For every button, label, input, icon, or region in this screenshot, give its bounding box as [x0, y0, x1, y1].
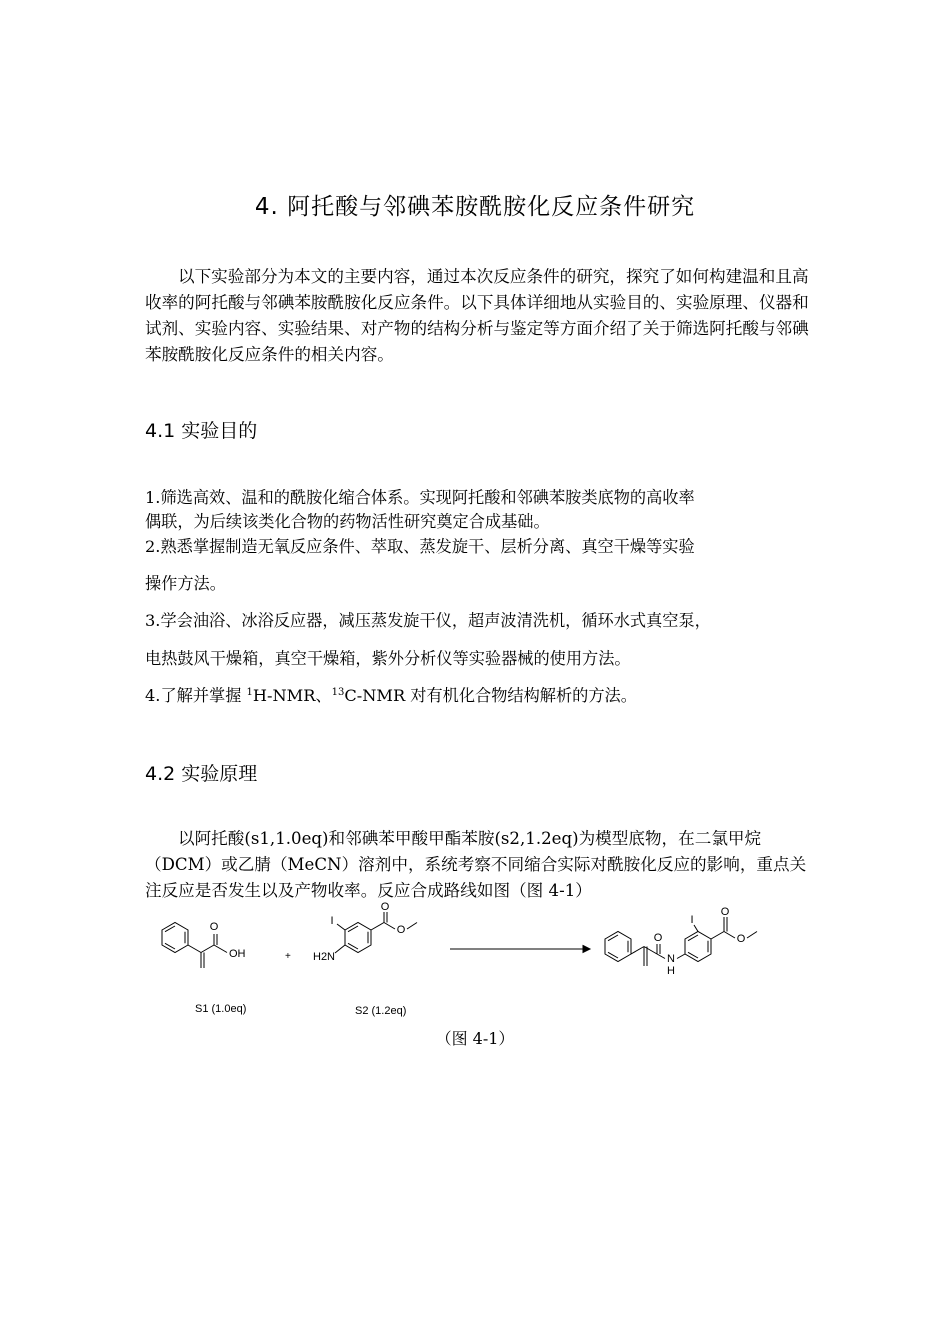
s2-carbonyl-o: O — [380, 901, 390, 913]
objective-item-2-line-2: 操作方法。 — [145, 574, 226, 593]
objective-item-4-hnmr: H-NMR、 — [252, 686, 332, 705]
s2-iodine: I — [330, 915, 334, 927]
objective-item-1-line-1: 1.筛选高效、温和的酰胺化缩合体系。实现阿托酸和邻碘苯胺类底物的高收率 — [145, 488, 695, 507]
product-amide-n: N — [667, 953, 675, 965]
objective-item-4-prefix: 4.了解并掌握 — [145, 686, 247, 705]
objective-item-4 — [145, 682, 825, 706]
product-carbonyl-o-2: O — [720, 906, 730, 918]
nmr-superscript-13: 13 — [331, 687, 345, 698]
figure-caption: （图 4-1） — [435, 1029, 515, 1048]
product-carbonyl-o: O — [653, 932, 663, 944]
product-structure — [605, 917, 757, 966]
section-heading-objectives: 4.1 实验目的 — [145, 420, 258, 442]
principle-paragraph: 以阿托酸(s1,1.0eq)和邻碘苯甲酸甲酯苯胺(s2,1.2eq)为模型底物，在二氯甲烷（DCM）或乙腈（MeCN）溶剂中，系统考察不同缩合实际对酰胺化反应的影响，重点关注反应是否发生以及产物收率。反应合成路线如图（图 4-1） — [145, 829, 807, 900]
product-amide-h: H — [667, 965, 675, 977]
s1-carbonyl-o: O — [209, 921, 219, 933]
objective-item-3-line-1: 3.学会油浴、冰浴反应器，减压蒸发旋干仪，超声波清洗机，循环水式真空泵， — [145, 611, 711, 630]
s2-ester-o: O — [396, 924, 406, 936]
objective-item-1-line-2: 偶联，为后续该类化合物的药物活性研究奠定合成基础。 — [145, 512, 550, 531]
s2-amine: H2N — [313, 951, 336, 963]
s1-label: S1 (1.0eq) — [195, 1003, 247, 1015]
plus-sign: + — [285, 951, 291, 962]
objective-item-4-cnmr: C-NMR 对有机化合物结构解析的方法。 — [344, 686, 637, 705]
s1-oh-label: OH — [229, 948, 246, 960]
intro-paragraph: 以下实验部分为本文的主要内容，通过本次反应条件的研究，探究了如何构建温和且高收率的阿托酸与邻碘苯胺酰胺化反应条件。以下具体详细地从实验目的、实验原理、仪器和试剂、实验内容、实验结果、对产物的结构分析与鉴定等方面介绍了关于筛选阿托酸与邻碘苯胺酰胺化反应条件的相关内容。 — [145, 267, 809, 364]
s2-label: S2 (1.2eq) — [355, 1005, 407, 1017]
objective-item-2-line-1: 2.熟悉掌握制造无氧反应条件、萃取、蒸发旋干、层析分离、真空干燥等实验 — [145, 537, 695, 556]
objective-item-3-line-2: 电热鼓风干燥箱，真空干燥箱，紫外分析仪等实验器械的使用方法。 — [145, 649, 631, 668]
chapter-title: 4. 阿托酸与邻碘苯胺酰胺化反应条件研究 — [254, 194, 696, 220]
section-heading-principle: 4.2 实验原理 — [145, 763, 258, 785]
product-iodine: I — [690, 914, 694, 926]
product-ester-o: O — [736, 933, 746, 945]
reaction-scheme — [145, 900, 825, 1025]
nmr-superscript-1: 1 — [246, 687, 253, 698]
